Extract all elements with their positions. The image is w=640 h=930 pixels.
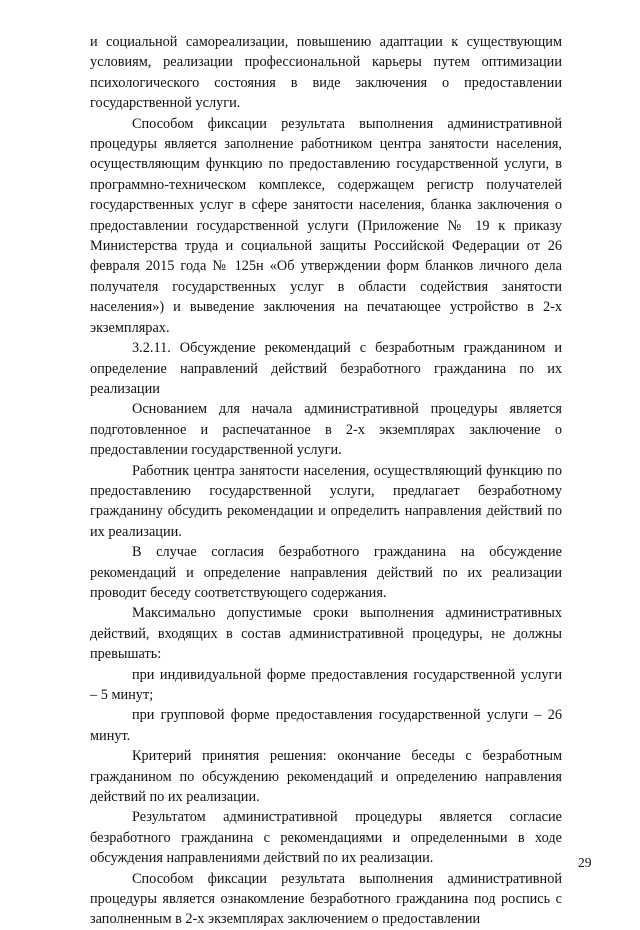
paragraph-2: Способом фиксации результата выполнения административной процедуры является заполнение работником центра занятости населения, осуществляющим функцию по предоставлению государственной услуги, в программно-техническом комплексе, содержащем регистр получателей государственных услуг в сфере занятости населения, бланка заключения о предоставлении государственной услуги (Приложение № 19 к приказу Министерства труда и социальной защиты Российской Федерации от 26 февраля 2015 года № 125н «Об утверждении форм бланков личного дела получателя государственных услуг в области содействия занятости населения») и выведение заключения на печатающее устройство в 2-х экземплярах. <box>90 115 562 336</box>
body-text <box>90 32 562 930</box>
page-number: 29 <box>578 855 592 870</box>
paragraph-4: Основанием для начала административной процедуры является подготовленное и распечатанное в 2-х экземплярах заключение о предоставлении государственной услуги. <box>90 401 562 459</box>
section-heading-3-2-11: 3.2.11. Обсуждение рекомендаций с безработным гражданином и определение направлений действий безработного гражданина по их реализации <box>90 340 562 397</box>
paragraph-12: Способом фиксации результата выполнения административной процедуры является ознакомление безработного гражданина под роспись с заполненным в 2-х экземплярах заключением о предоставлении <box>90 870 562 928</box>
paragraph-11: Результатом административной процедуры является согласие безработного гражданина с рекомендациями и определенными в ходе обсуждения направлениями действий по их реализации. <box>90 809 562 867</box>
paragraph-9: при групповой форме предоставления государственной услуги – 26 минут. <box>90 707 562 744</box>
paragraph-1: и социальной самореализации, повышению адаптации к существующим условиям, реализации профессиональной карьеры путем оптимизации психологического состояния в виде заключения о предоставлении государственной услуги. <box>90 34 562 112</box>
paragraph-8: при индивидуальной форме предоставления государственной услуги – 5 минут; <box>90 666 562 703</box>
paragraph-7: Максимально допустимые сроки выполнения административных действий, входящих в состав административной процедуры, не должны превышать: <box>90 605 562 663</box>
paragraph-5: Работник центра занятости населения, осуществляющий функцию по предоставлению государственной услуги, предлагает безработному гражданину обсудить рекомендации и определить направления действий по их реализации. <box>90 462 562 540</box>
paragraph-6: В случае согласия безработного гражданина на обсуждение рекомендаций и определение направления действий по их реализации проводит беседу соответствующего содержания. <box>90 544 562 601</box>
paragraph-10: Критерий принятия решения: окончание беседы с безработным гражданином по обсуждению рекомендаций и определению направления действий по их реализации. <box>90 748 562 806</box>
